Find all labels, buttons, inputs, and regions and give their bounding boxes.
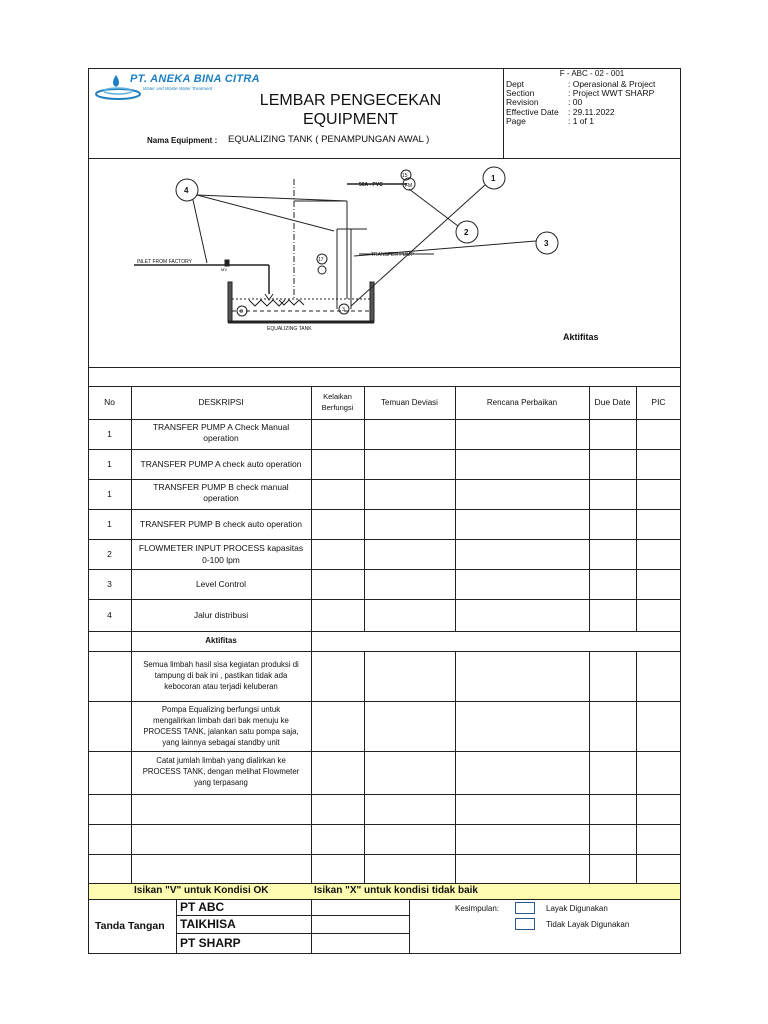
note-not-ok: Isikan "X" untuk kondisi tidak baik [314, 885, 478, 896]
col-deskripsi: DESKRIPSI [198, 397, 244, 407]
equipment-value: EQUALIZING TANK ( PENAMPUNGAN AWAL ) [228, 134, 430, 145]
company-name: PT. ANEKA BINA CITRA [130, 73, 260, 85]
note-ok: Isikan "V" untuk Kondisi OK [134, 885, 269, 896]
svg-text:4: 4 [184, 186, 189, 195]
signer-pt-sharp: PT SHARP [180, 936, 241, 950]
company-tagline: Water and Waste Water Treatment [143, 86, 213, 91]
svg-text:MV: MV [221, 267, 227, 272]
diagram-activity-label: Aktifitas [563, 332, 599, 342]
col-due-date: Due Date [594, 397, 631, 407]
col-kelaikan: Kelaikan [323, 392, 352, 401]
doc-code: F - ABC - 02 - 001 [559, 69, 625, 78]
conclusion-label: Kesimpulan: [455, 904, 500, 913]
equipment-label: Nama Equipment : [147, 136, 218, 145]
svg-text:3: 3 [544, 239, 549, 248]
svg-text:TRANSFER PUMP: TRANSFER PUMP [371, 252, 414, 258]
col-rencana: Rencana Perbaikan [486, 398, 558, 407]
col-temuan: Temuan Deviasi [381, 398, 438, 407]
col-pic: PIC [651, 397, 666, 407]
svg-text:3: 3 [342, 307, 345, 313]
tidak-layak-label: Tidak Layak Digunakan [546, 920, 630, 929]
svg-text:17: 17 [318, 257, 324, 263]
svg-text:EQUALIZING TANK: EQUALIZING TANK [267, 326, 312, 332]
svg-text:15: 15 [402, 173, 408, 179]
layak-label: Layak Digunakan [546, 904, 608, 913]
form-title-line1: LEMBAR PENGECEKAN [259, 92, 442, 109]
signer-pt-abc: PT ABC [180, 900, 225, 914]
signer-taikhisa: TAIKHISA [180, 917, 236, 931]
tidak-layak-checkbox[interactable] [515, 918, 535, 930]
svg-text:1: 1 [491, 174, 496, 183]
col-berfungsi: Berfungsi [321, 403, 354, 412]
layak-checkbox[interactable] [515, 902, 535, 914]
svg-text:2: 2 [464, 228, 469, 237]
signature-label: Tanda Tangan [95, 920, 165, 932]
svg-text:50A - PVC: 50A - PVC [359, 182, 383, 188]
svg-text:8: 8 [240, 309, 243, 315]
col-no: No [104, 397, 115, 407]
activity-header: Aktifitas [205, 636, 237, 645]
svg-text:INLET FROM FACTORY: INLET FROM FACTORY [137, 259, 193, 265]
svg-text:FM: FM [405, 183, 413, 189]
form-title-line2: EQUIPMENT [302, 111, 399, 128]
